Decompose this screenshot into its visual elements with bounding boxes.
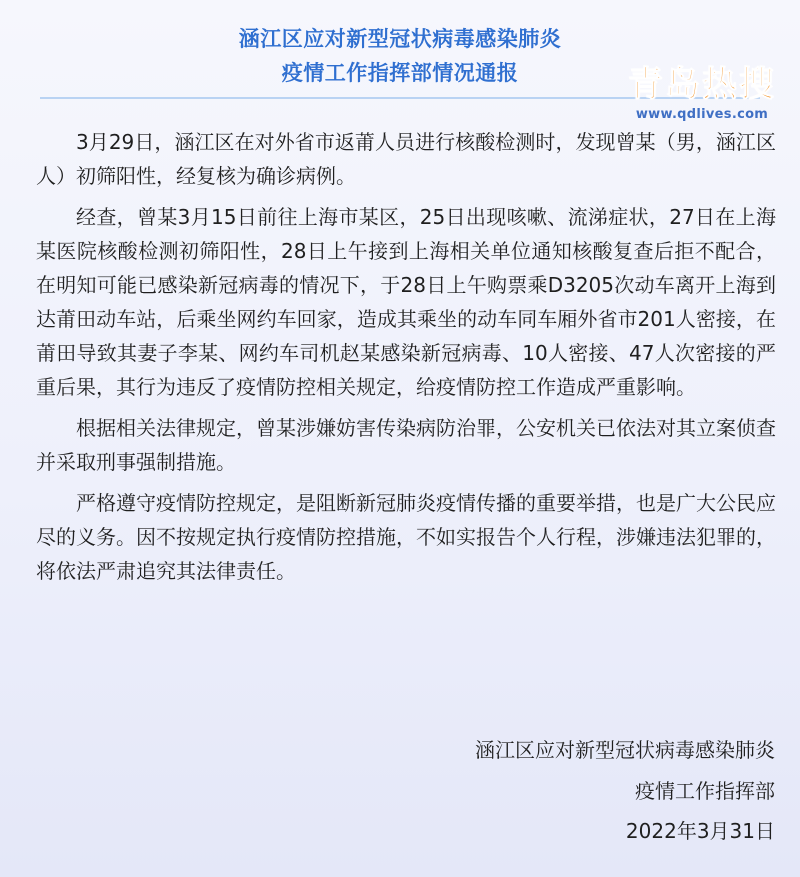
watermark-url: www.qdlives.com bbox=[635, 107, 769, 122]
watermark bbox=[628, 65, 776, 124]
notice-title-line-1: 涵江区应对新型冠状病毒感染肺炎 bbox=[238, 27, 562, 51]
signature-date: 2022年3月31日 bbox=[625, 819, 775, 843]
watermark-brand: 青岛热搜 bbox=[628, 65, 777, 105]
body-paragraph-2: 经查，曾某3月15日前往上海市某区，25日出现咳嗽、流涕症状，27日在上海某医院核酸检测初筛阳性，28日上午接到上海相关单位通知核酸复查后拒不配合，在明知可能已感染新冠病毒的情况下，于28日上午购票乘D3205次动车离开上海到达莆田动车站，后乘坐网约车回家，造成其乘坐的动车同车厢外省市201人密接，在莆田导致其妻子李某、网约车司机赵某感染新冠病毒、10人密接、47人次密接的严重后果，其行为违反了疫情防控相关规定，给疫情防控工作造成严重影响。 bbox=[36, 205, 776, 399]
notice-title-line-2: 疫情工作指挥部情况通报 bbox=[281, 61, 519, 85]
notice-body bbox=[36, 125, 776, 595]
body-paragraph-4: 严格遵守疫情防控规定，是阻断新冠肺炎疫情传播的重要举措，也是广大公民应尽的义务。因不按规定执行疫情防控措施，不如实报告个人行程，涉嫌违法犯罪的，将依法严肃追究其法律责任。 bbox=[36, 491, 776, 583]
signature-org-line-1: 涵江区应对新型冠状病毒感染肺炎 bbox=[475, 738, 775, 762]
body-paragraph-1: 3月29日，涵江区在对外省市返莆人员进行核酸检测时，发现曾某（男，涵江区人）初筛阳性，经复核为确诊病例。 bbox=[36, 130, 776, 188]
body-paragraph-3: 根据相关法律规定，曾某涉嫌妨害传染病防治罪，公安机关已依法对其立案侦查并采取刑事强制措施。 bbox=[36, 416, 776, 474]
signature-org-line-2: 疫情工作指挥部 bbox=[635, 779, 775, 803]
